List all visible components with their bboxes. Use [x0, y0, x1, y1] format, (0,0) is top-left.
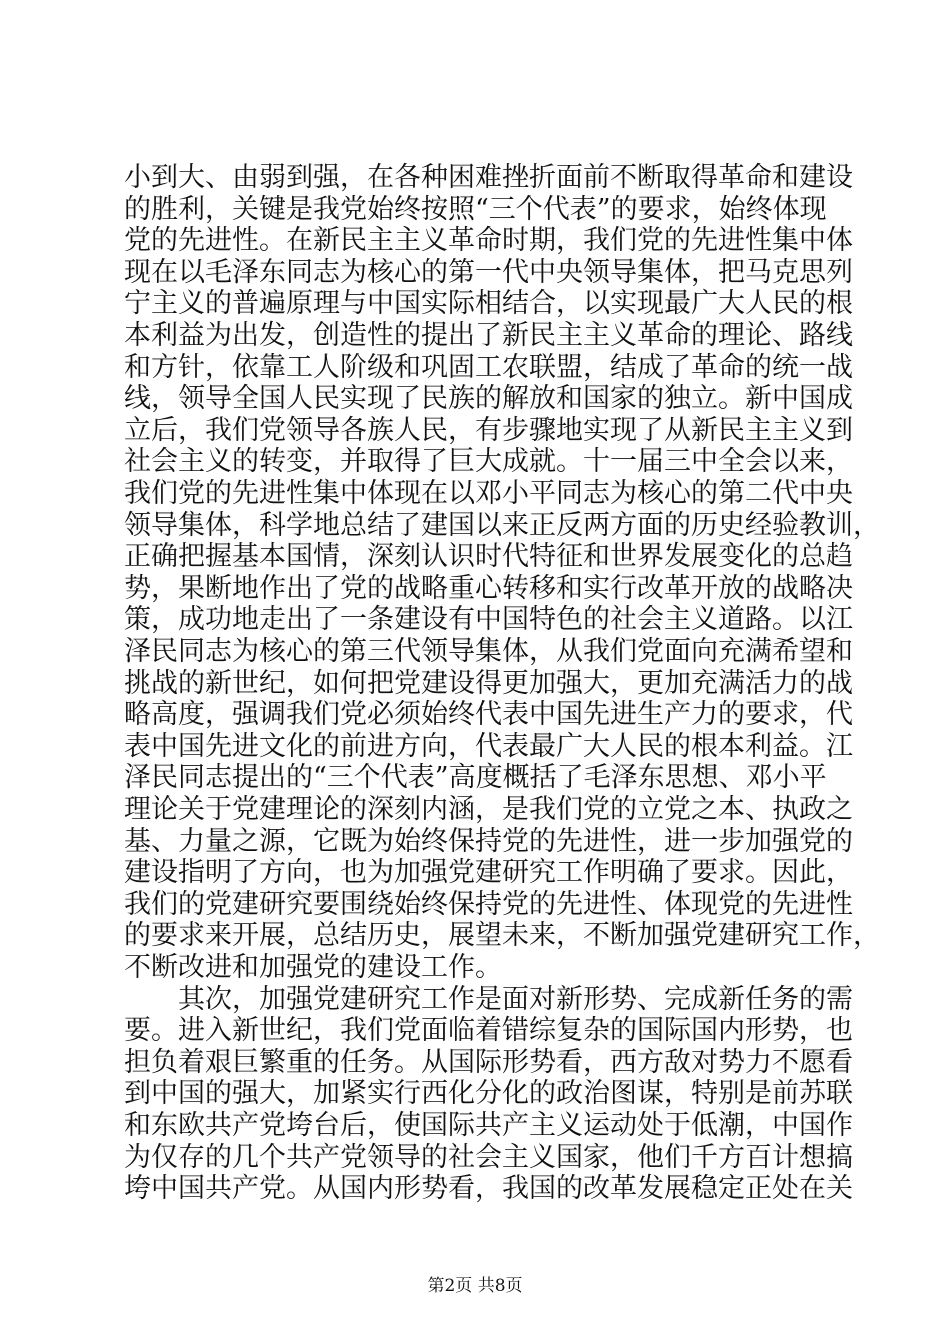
text-line: 小到大、由弱到强，在各种困难挫折面前不断取得革命和建设 [124, 162, 853, 193]
text-line: 线，领导全国人民实现了民族的解放和国家的独立。新中国成 [124, 383, 853, 415]
text-line: 基、力量之源，它既为始终保持党的先进性，进一步加强党的 [124, 825, 853, 857]
text-line: 不断改进和加强党的建设工作。 [124, 952, 502, 983]
text-line: 和方针，依靠工人阶级和巩固工农联盟，结成了革命的统一战 [124, 351, 853, 383]
text-line: 我们的党建研究要围绕始终保持党的先进性、体现党的先进性 [124, 888, 853, 920]
text-line: 略高度，强调我们党必须始终代表中国先进生产力的要求，代 [124, 699, 853, 731]
text-line: 其次，加强党建研究工作是面对新形势、完成新任务的需 [124, 983, 853, 1015]
text-line: 党的先进性。在新民主主义革命时期，我们党的先进性集中体 [124, 225, 853, 257]
text-line: 和东欧共产党垮台后，使国际共产主义运动处于低潮，中国作 [124, 1110, 853, 1141]
text-line: 策，成功地走出了一条建设有中国特色的社会主义道路。以江 [124, 604, 853, 636]
text-line: 的要求来开展，总结历史，展望未来，不断加强党建研究工作， [124, 920, 880, 952]
text-line: 泽民同志为核心的第三代领导集体，从我们党面向充满希望和 [124, 636, 853, 667]
text-line: 为仅存的几个共产党领导的社会主义国家，他们千方百计想搞 [124, 1141, 853, 1173]
text-line: 到中国的强大，加紧实行西化分化的政治图谋，特别是前苏联 [124, 1078, 853, 1110]
text-line: 挑战的新世纪，如何把党建设得更加强大，更加充满活力的战 [124, 667, 853, 699]
text-line: 建设指明了方向，也为加强党建研究工作明确了要求。因此， [124, 857, 853, 889]
text-line: 领导集体，科学地总结了建国以来正反两方面的历史经验教训， [124, 509, 880, 541]
text-line: 立后，我们党领导各族人民，有步骤地实现了从新民主主义到 [124, 414, 853, 446]
text-line: 担负着艰巨繁重的任务。从国际形势看，西方敌对势力不愿看 [124, 1046, 853, 1078]
text-line: 势，果断地作出了党的战略重心转移和实行改革开放的战略决 [124, 572, 853, 604]
text-line: 泽民同志提出的“三个代表”高度概括了毛泽东思想、邓小平 [124, 762, 827, 794]
page-footer: 第2页 共8页 [427, 1276, 523, 1296]
text-line: 我们党的先进性集中体现在以邓小平同志为核心的第二代中央 [124, 478, 853, 509]
text-line: 宁主义的普遍原理与中国实际相结合，以实现最广大人民的根 [124, 288, 853, 320]
text-line: 的胜利，关键是我党始终按照“三个代表”的要求，始终体现 [124, 193, 827, 225]
text-line: 垮中国共产党。从国内形势看，我国的改革发展稳定正处在关 [124, 1173, 853, 1205]
text-line: 现在以毛泽东同志为核心的第一代中央领导集体，把马克思列 [124, 256, 853, 288]
text-line: 本利益为出发，创造性的提出了新民主主义革命的理论、路线 [124, 320, 853, 351]
text-line: 正确把握基本国情，深刻认识时代特征和世界发展变化的总趋 [124, 541, 853, 573]
text-line: 要。进入新世纪，我们党面临着错综复杂的国际国内形势，也 [124, 1015, 853, 1047]
text-line: 社会主义的转变，并取得了巨大成就。十一届三中全会以来， [124, 446, 853, 478]
text-line: 表中国先进文化的前进方向，代表最广大人民的根本利益。江 [124, 730, 853, 762]
text-line: 理论关于党建理论的深刻内涵，是我们党的立党之本、执政之 [124, 794, 853, 825]
